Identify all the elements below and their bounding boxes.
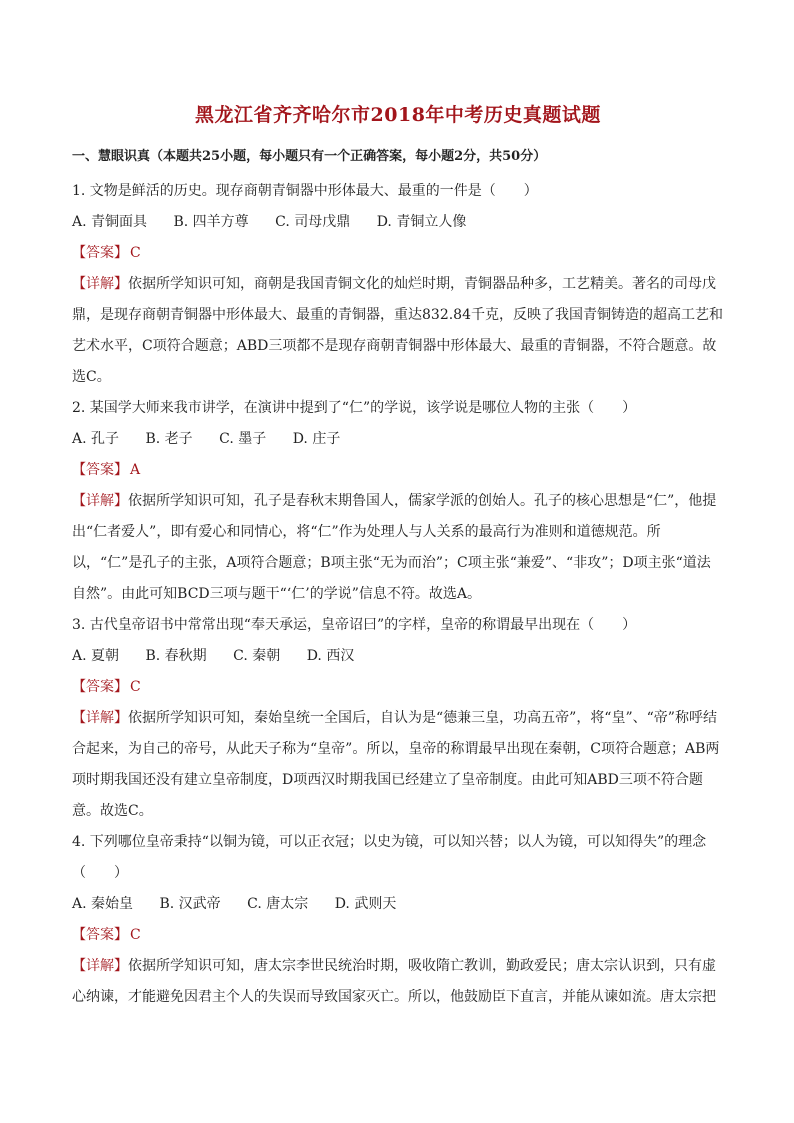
answer-value: C bbox=[130, 927, 141, 943]
question-stem: 4. 下列哪位皇帝秉持“以铜为镜，可以正衣冠；以史为镜，可以知兴替；以人为镜，可以知得失”的理念（ ） bbox=[72, 834, 707, 881]
question-1 bbox=[72, 176, 724, 393]
page-title: 黑龙江省齐齐哈尔市2018年中考历史真题试题 bbox=[195, 104, 601, 126]
option-c: C. 墨子 bbox=[219, 431, 267, 447]
option-b: B. 春秋期 bbox=[145, 648, 207, 664]
detail-paragraph bbox=[72, 269, 724, 393]
option-a: A. 夏朝 bbox=[72, 648, 120, 664]
option-a: A. 孔子 bbox=[72, 431, 120, 447]
answer-label: 【答案】 bbox=[72, 245, 128, 261]
question-options bbox=[72, 207, 724, 238]
question-options bbox=[72, 889, 724, 920]
detail-text: 依据所学知识可知，孔子是春秋末期鲁国人，儒家学派的创始人。孔子的核心思想是“仁”，他提出“仁者爱人”，即有爱心和同情心，将“仁”作为处理人与人关系的最高行为准则和道德规范。所以，“仁”是孔子的主张，A项符合题意；B项主张“无为而治”；C项主张“兼爱”、“非攻”；D项主张“道法自然”。由此可知BCD三项与题干“‘仁’的学说”信息不符。故选A。 bbox=[72, 493, 717, 602]
detail-text: 依据所学知识可知，秦始皇统一全国后，自认为是“德兼三皇，功高五帝”，将“皇”、“帝”称呼结合起来，为自己的帝号，从此天子称为“皇帝”。所以，皇帝的称谓最早出现在秦朝，C项符合题意；AB两项时期我国还没有建立皇帝制度，D项西汉时期我国已经建立了皇帝制度。由此可知ABD三项不符合题意。故选C。 bbox=[72, 710, 720, 819]
detail-label: 【详解】 bbox=[72, 710, 128, 726]
option-b: B. 老子 bbox=[145, 431, 193, 447]
detail-text: 依据所学知识可知，商朝是我国青铜文化的灿烂时期，青铜器品种多，工艺精美。著名的司母戊鼎，是现存商朝青铜器中形体最大、最重的青铜器，重达832.84千克，反映了我国青铜铸造的超高工艺和艺术水平，C项符合题意；ABD三项都不是现存商朝青铜器中形体最大、最重的青铜器，不符合题意。故选C。 bbox=[72, 276, 723, 385]
answer-line bbox=[72, 672, 724, 703]
option-b: B. 汉武帝 bbox=[159, 896, 221, 912]
option-d: D. 青铜立人像 bbox=[376, 214, 467, 230]
section-heading: 一、慧眼识真（本题共25小题，每小题只有一个正确答案，每小题2分，共50分） bbox=[72, 149, 547, 164]
question-options bbox=[72, 424, 724, 455]
option-b: B. 四羊方尊 bbox=[173, 214, 249, 230]
detail-text: 依据所学知识可知，唐太宗李世民统治时期，吸收隋亡教训，勤政爱民；唐太宗认识到，只有虚心纳谏，才能避免因君主个人的失误而导致国家灭亡。所以，他鼓励臣下直言，并能从谏如流。唐太宗把 bbox=[72, 958, 716, 1005]
question-stem: 3. 古代皇帝诏书中常常出现“奉天承运，皇帝诏曰”的字样，皇帝的称谓最早出现在（ ） bbox=[72, 617, 637, 633]
detail-label: 【详解】 bbox=[72, 276, 128, 292]
document-page bbox=[72, 100, 724, 1013]
option-c: C. 司母戊鼎 bbox=[275, 214, 351, 230]
answer-value: C bbox=[130, 245, 141, 261]
detail-label: 【详解】 bbox=[72, 493, 128, 509]
answer-value: C bbox=[130, 679, 141, 695]
question-stem: 2. 某国学大师来我市讲学，在演讲中提到了“仁”的学说，该学说是哪位人物的主张（ ） bbox=[72, 400, 637, 416]
detail-paragraph bbox=[72, 703, 724, 827]
answer-line bbox=[72, 455, 724, 486]
question-4 bbox=[72, 827, 724, 1013]
detail-paragraph bbox=[72, 951, 724, 1013]
detail-paragraph bbox=[72, 486, 724, 610]
answer-value: A bbox=[130, 462, 141, 478]
option-d: D. 庄子 bbox=[292, 431, 341, 447]
option-a: A. 秦始皇 bbox=[72, 896, 134, 912]
question-3 bbox=[72, 610, 724, 827]
question-2 bbox=[72, 393, 724, 610]
option-a: A. 青铜面具 bbox=[72, 214, 148, 230]
answer-label: 【答案】 bbox=[72, 679, 128, 695]
option-c: C. 秦朝 bbox=[233, 648, 281, 664]
question-options bbox=[72, 641, 724, 672]
answer-line bbox=[72, 238, 724, 269]
answer-label: 【答案】 bbox=[72, 927, 128, 943]
detail-label: 【详解】 bbox=[72, 958, 128, 974]
question-stem: 1. 文物是鲜活的历史。现存商朝青铜器中形体最大、最重的一件是（ ） bbox=[72, 183, 538, 199]
option-d: D. 武则天 bbox=[334, 896, 397, 912]
answer-label: 【答案】 bbox=[72, 462, 128, 478]
option-c: C. 唐太宗 bbox=[247, 896, 309, 912]
option-d: D. 西汉 bbox=[306, 648, 355, 664]
answer-line bbox=[72, 920, 724, 951]
